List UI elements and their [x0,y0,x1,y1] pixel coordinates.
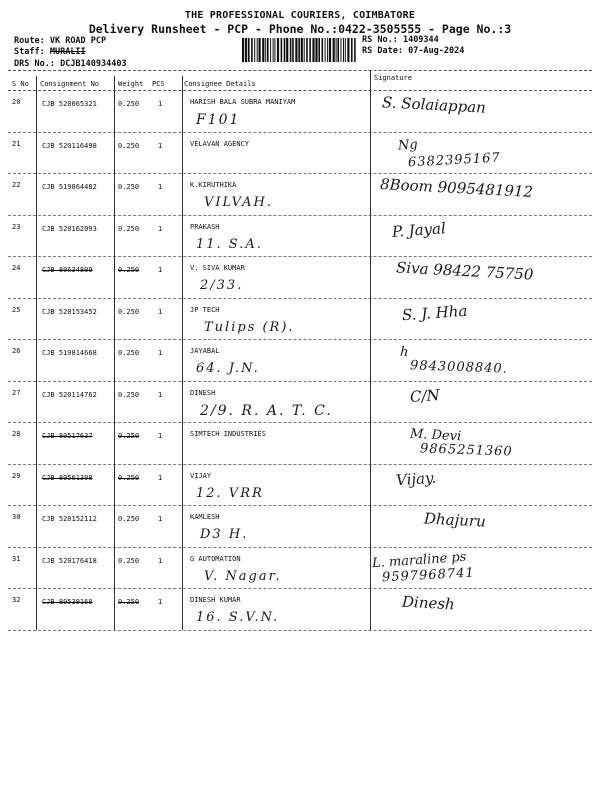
row-consignment-no: CJB 520152112 [42,515,97,523]
row-pcs: 1 [158,100,163,108]
row-pcs: 1 [158,432,163,440]
row-sno: 31 [12,554,21,563]
row-consignee: JP TECH [190,305,220,314]
row-separator [8,173,592,174]
row-consignment-no: CJB 519814668 [42,349,97,357]
row-consignee: V. SIVA KUMAR [190,264,245,272]
signature-phone: 9843008840. [409,358,509,377]
row-separator [8,339,592,340]
row-sno: 22 [12,181,21,189]
row-sno: 30 [12,513,21,521]
row-consignment-no: CJB 80634809 [42,266,93,274]
row-consignee: DINESH KUMAR [190,596,241,604]
row-separator [8,588,592,589]
row-weight: 0.250 [118,349,140,357]
handwritten-address: 2/33. [200,278,244,293]
row-consignee: G AUTOMATION [190,554,241,563]
row-separator [8,381,592,382]
row-pcs: 1 [158,390,163,399]
row-separator [8,422,592,423]
row-consignment-no: CJB 520153452 [42,307,97,316]
drs-line [14,59,127,69]
col-consignment: Consignment No [40,80,100,88]
handwritten-address: V. Nagar. [204,568,282,584]
handwritten-address: Tulips (R). [204,319,295,335]
row-consignment-no: CJB 520116498 [42,141,97,150]
staff-line [14,47,86,57]
signature: M. Devi [409,426,462,445]
row-pcs: 1 [158,515,163,523]
signature: P. Jayal [391,218,447,241]
row-weight: 0.250 [118,473,140,482]
row-sno: 20 [12,98,21,106]
row-consignment-no: CJB 80561398 [42,473,93,482]
row-weight: 0.250 [118,224,140,233]
handwritten-address: 64. J.N. [196,361,260,376]
signature: 8Boom 9095481912 [379,175,534,201]
row-weight: 0.250 [118,266,140,274]
row-pcs: 1 [158,183,163,191]
rs-no-value: 1409344 [402,35,439,45]
barcode-image [242,38,358,62]
signature: Vijay. [395,468,437,489]
handwritten-address: 12. VRR [196,485,264,501]
row-weight: 0.250 [118,183,140,191]
signature-phone: 9597968741 [381,565,476,585]
signature: Siva 98422 75750 [395,258,534,284]
row-separator [8,298,592,299]
col-signature: Signature [374,74,412,82]
signature: S. J. Hha [401,301,468,324]
row-consignee: VELAVAN AGENCY [190,139,250,148]
row-separator [8,256,592,257]
signature-phone: 9865251360 [419,441,513,460]
rs-date-line [362,46,464,56]
rs-date-label: RS Date: [362,46,403,56]
row-weight: 0.250 [118,515,140,523]
row-consignment-no: CJB 520114762 [42,390,97,399]
row-pcs: 1 [158,349,163,357]
row-consignment-no: CJB 520176418 [42,556,97,565]
rs-date-value: 07-Aug-2024 [408,46,465,56]
route-value: VK ROAD PCP [49,36,107,46]
row-sno: 32 [12,596,21,604]
row-separator [8,505,592,506]
col-sno: S No [12,80,29,88]
row-pcs: 1 [158,141,163,150]
rs-no-line [362,35,439,45]
company-name: THE PROFESSIONAL COURIERS, COIMBATORE [184,10,416,21]
row-separator [8,464,592,465]
row-consignee: PRAKASH [190,222,220,231]
row-separator [8,132,592,133]
column-divider [36,76,37,630]
row-weight: 0.250 [118,100,140,108]
drs-value: DCJB140934403 [60,59,127,69]
row-consignee: KAMLESH [190,513,220,521]
drs-label: DRS No.: [14,59,55,69]
signature: Ng [397,136,419,154]
row-pcs: 1 [158,598,163,606]
row-consignment-no: CJB 519864482 [42,183,97,191]
handwritten-address: 16. S.V.N. [196,610,280,625]
row-consignment-no: CJB 80517637 [42,432,93,440]
row-consignee: K.KIRUTHIKA [190,181,237,189]
row-consignee: DINESH [190,388,216,397]
rs-no-label: RS No.: [362,35,398,45]
row-pcs: 1 [158,307,163,316]
row-sno: 25 [12,305,21,314]
row-pcs: 1 [158,556,163,565]
staff-value: MURALII [49,47,86,57]
signature: S. Solaiappan [381,93,487,117]
column-divider [370,70,371,630]
row-pcs: 1 [158,473,163,482]
row-separator [8,547,592,548]
row-sno: 28 [12,430,21,438]
handwritten-address: VILVAH. [204,195,273,210]
signature: h [399,344,409,361]
col-consignee: Consignee Details [184,80,256,88]
row-pcs: 1 [158,266,163,274]
row-consignee: JAYABAL [190,347,220,355]
row-weight: 0.250 [118,390,140,399]
row-consignee: VIJAY [190,471,212,480]
signature: Dhajuru [423,509,487,531]
staff-label: Staff: [14,47,45,57]
signature: L. maraline ps [371,549,467,571]
signature-phone: 6382395167 [407,150,502,170]
runsheet-title: Delivery Runsheet - PCP - Phone No.:0422-3505555 - Page No.:3 [88,22,512,36]
row-consignment-no: CJB 520065321 [42,100,97,108]
signature: Dinesh [401,592,456,614]
row-pcs: 1 [158,224,163,233]
route-label: Route: [14,36,45,46]
handwritten-address: 2/9. R. A. T. C. [200,402,333,419]
row-sno: 27 [12,388,21,397]
col-pcs: PCS [152,80,165,88]
row-weight: 0.250 [118,432,140,440]
top-rule [8,70,592,71]
row-separator [8,215,592,216]
row-sno: 21 [12,139,21,148]
row-weight: 0.250 [118,556,140,565]
row-weight: 0.250 [118,141,140,150]
column-divider [114,76,115,630]
column-divider [182,76,183,630]
row-sno: 29 [12,471,21,480]
col-weight: Weight [118,80,144,88]
row-consignment-no: CJB 520162093 [42,224,97,233]
handwritten-address: F101 [196,112,241,128]
row-weight: 0.250 [118,598,140,606]
row-sno: 26 [12,347,21,355]
row-sno: 24 [12,264,21,272]
row-sno: 23 [12,222,21,231]
row-consignee: HARISH BALA SUBRA MANIYAM [190,98,296,106]
handwritten-address: D3 H. [200,527,249,542]
header-rule [8,90,592,91]
signature: C/N [409,385,441,406]
row-separator [8,630,592,631]
row-weight: 0.250 [118,307,140,316]
route-line [14,36,106,46]
row-consignee: SIMTECH INDUSTRIES [190,430,266,438]
row-consignment-no: CJB 80539168 [42,598,93,606]
handwritten-address: 11. S.A. [196,236,263,252]
